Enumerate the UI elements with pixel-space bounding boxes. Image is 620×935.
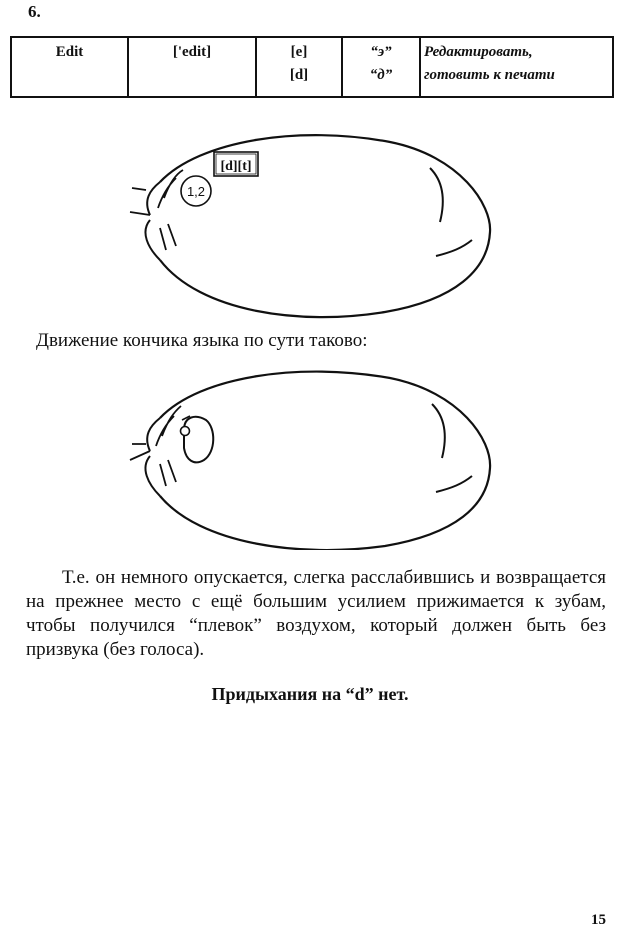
mouth-diagram-2 — [0, 360, 620, 550]
transcription: ['edit] — [172, 44, 212, 60]
sound-2: [d] — [289, 67, 309, 83]
lower-teeth — [160, 224, 176, 250]
front-teeth — [156, 406, 181, 446]
translation-cell — [420, 37, 613, 97]
sound-label-text: [d][t] — [220, 159, 252, 174]
lower-teeth — [160, 460, 176, 486]
throat-line — [432, 404, 445, 458]
vocabulary-table — [10, 36, 614, 98]
word-cell — [11, 37, 128, 97]
upper-lip — [147, 418, 160, 451]
mouth-outline — [160, 135, 490, 317]
approximation-1: “э” — [370, 44, 392, 60]
lower-lip — [145, 456, 160, 496]
sound-label — [214, 152, 258, 176]
section-number: 6. — [28, 2, 41, 21]
tongue-tip-point — [181, 427, 190, 436]
mouth-outline — [160, 372, 490, 550]
caption: Движение кончика языка по сути таково: — [36, 330, 368, 351]
translation-line-1: Редактировать, — [424, 44, 533, 60]
mouth-diagram-1 — [0, 120, 620, 325]
tongue-line — [436, 240, 472, 256]
table-row — [11, 37, 613, 97]
upper-teeth — [130, 444, 150, 460]
tongue-tip-movement-loop — [184, 417, 213, 463]
lower-lip — [145, 220, 160, 260]
transcription-cell — [128, 37, 256, 97]
translation-line-2: готовить к печати — [424, 67, 555, 83]
throat-line — [430, 168, 443, 222]
position-marker — [181, 176, 211, 206]
approximation-2: “д” — [369, 67, 393, 83]
aspiration-note: Придыхания на “d” нет. — [211, 684, 409, 704]
sound-1: [e] — [290, 44, 308, 60]
position-marker-text: 1,2 — [186, 184, 206, 199]
sounds-cell — [256, 37, 342, 97]
upper-lip — [147, 182, 160, 215]
word: Edit — [55, 44, 84, 60]
approximation-cell — [342, 37, 420, 97]
tongue-line — [436, 476, 472, 492]
explanation-paragraph: Т.е. он немного опускается, слегка расслабившись и возвращается на прежнее место с ещё большим усилием прижимается к зубам, чтобы получился “плевок” воздухом, который должен быть без призвука (без голоса). — [26, 567, 606, 660]
page-number: 15 — [591, 912, 606, 928]
front-teeth — [158, 170, 183, 208]
